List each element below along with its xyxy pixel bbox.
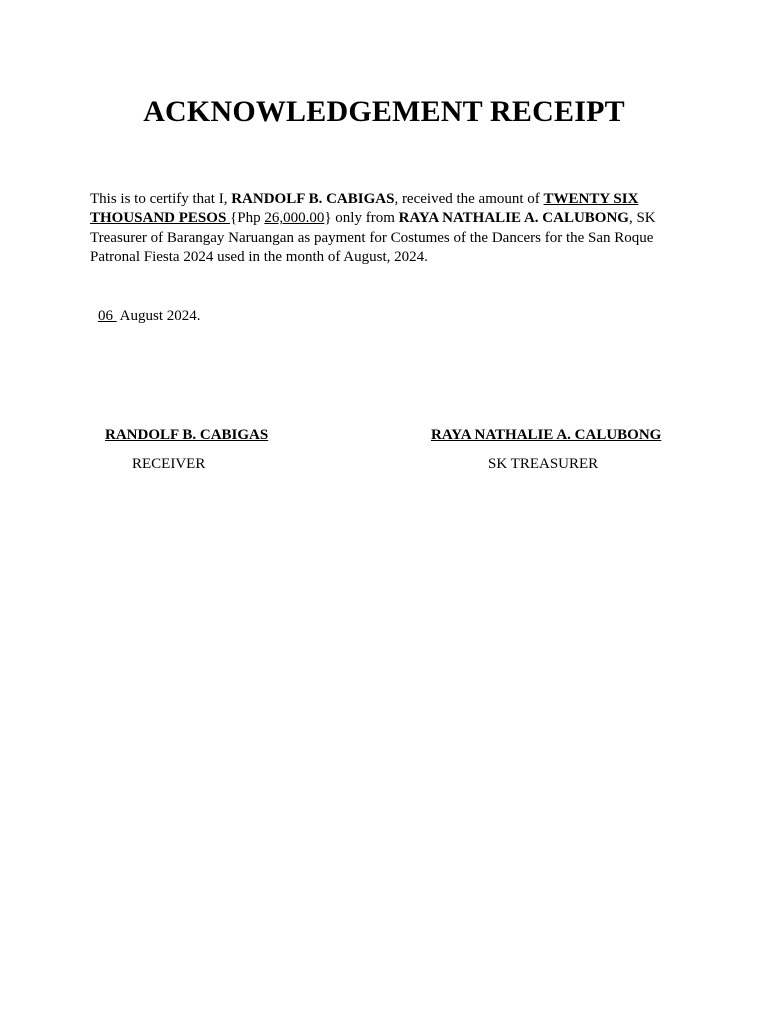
amount-in-words: TWENTY SIX THOUSAND PESOS [90,191,639,227]
receiver-signature-role: RECEIVER [132,456,206,472]
paragraph-amount-intro: , received the amount of [394,191,544,207]
treasurer-signature-role: SK TREASURER [488,456,599,472]
receiver-name-inline: RANDOLF B. CABIGAS [231,191,395,207]
paragraph-intro: This is to certify that I, [90,191,232,207]
payer-name-inline: RAYA NATHALIE A. CALUBONG [398,210,629,227]
certification-paragraph [90,190,680,267]
date-line [98,307,201,326]
paragraph-purpose: , SK Treasurer of Barangay Naruangan as payment for Costumes of the Dancers for the San Roque Patronal Fiesta 2024 used in the month of August, 2024. [90,210,656,265]
receiver-signature-name: RANDOLF B. CABIGAS [105,427,269,443]
date-day: 06 [98,308,117,324]
document-title: ACKNOWLEDGEMENT RECEIPT [143,95,625,128]
date-month-year: August 2024. [116,308,201,324]
treasurer-signature-name: RAYA NATHALIE A. CALUBONG [431,427,662,443]
amount-in-figures: 26,000.00 [264,210,325,227]
paragraph-php-open: {Php [230,210,265,227]
paragraph-only-from: } only from [324,210,399,227]
